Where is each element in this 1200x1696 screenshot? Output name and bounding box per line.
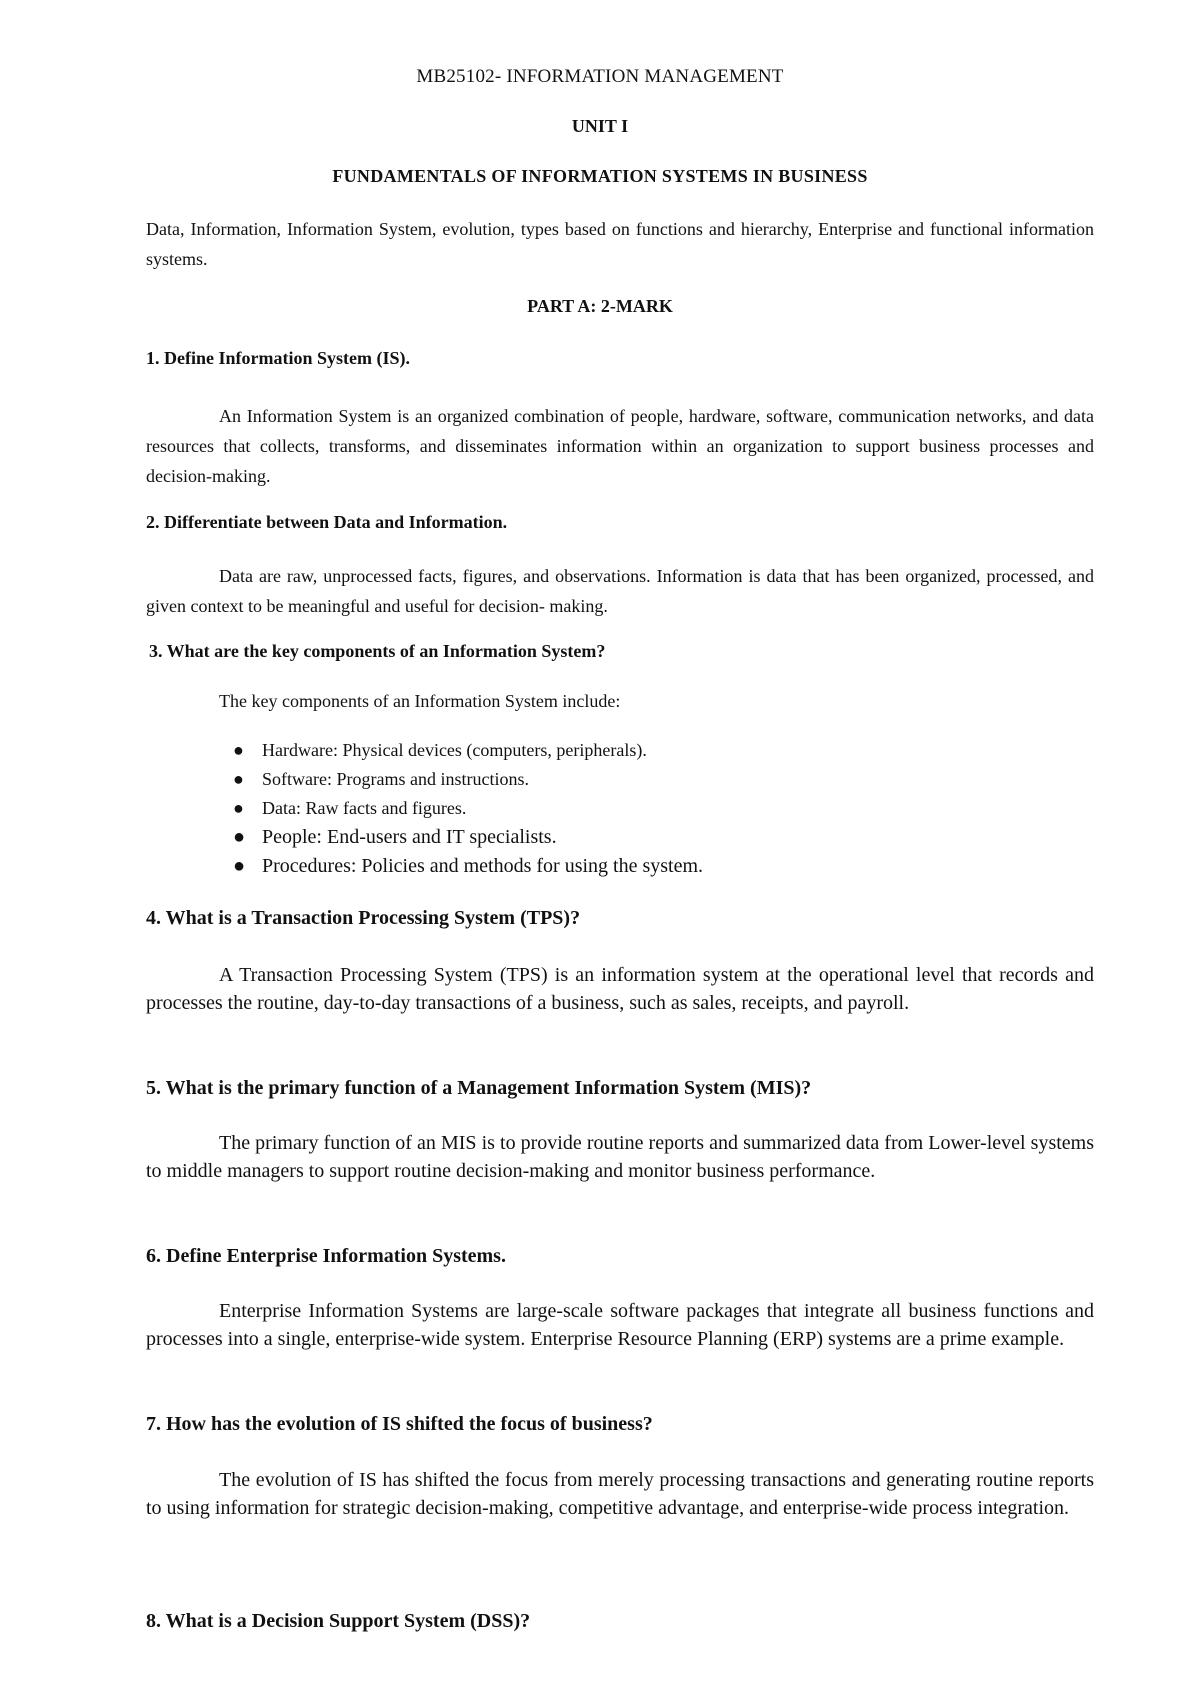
part-heading: PART A: 2-MARK: [527, 296, 673, 316]
question-8: 8. What is a Decision Support System (DSS)?: [146, 1610, 531, 1632]
syllabus-text: Data, Information, Information System, evolution, types based on functions and hierarchy, Enterprise and functional information systems.: [146, 219, 1094, 269]
question-3: 3. What are the key components of an Information System?: [149, 641, 606, 661]
answer-6: Enterprise Information Systems are large-scale software packages that integrate all business functions and processes into a single, enterprise-wide system. Enterprise Resource Planning (ERP) systems are a prime example.: [146, 1300, 1094, 1350]
list-item: ● Procedures: Policies and methods for using the system.: [262, 852, 703, 881]
question-5: 5. What is the primary function of a Management Information System (MIS)?: [146, 1077, 812, 1099]
course-title: MB25102- INFORMATION MANAGEMENT: [416, 66, 784, 87]
components-intro: The key components of an Information System include:: [219, 691, 621, 711]
unit-title: FUNDAMENTALS OF INFORMATION SYSTEMS IN BUSINESS: [332, 166, 868, 186]
components-list: [233, 736, 704, 881]
bullet-icon: ●: [233, 826, 246, 848]
bullet-icon: ●: [233, 769, 244, 789]
list-item: ● People: End-users and IT specialists.: [262, 823, 703, 852]
list-item: ● Data: Raw facts and figures.: [262, 794, 703, 823]
answer-5: The primary function of an MIS is to provide routine reports and summarized data from Lower-level systems to middle managers to support routine decision-making and monitor business performance.: [146, 1132, 1094, 1182]
bullet-icon: ●: [233, 855, 246, 877]
question-7: 7. How has the evolution of IS shifted the focus of business?: [146, 1413, 653, 1435]
question-4: 4. What is a Transaction Processing System (TPS)?: [146, 907, 581, 929]
unit-heading: UNIT I: [571, 116, 629, 136]
question-1: 1. Define Information System (IS).: [146, 348, 410, 368]
question-6: 6. Define Enterprise Information Systems.: [146, 1245, 506, 1267]
list-item: ● Software: Programs and instructions.: [262, 765, 703, 794]
question-2: 2. Differentiate between Data and Information.: [146, 512, 508, 532]
answer-7: The evolution of IS has shifted the focus from merely processing transactions and generating routine reports to using information for strategic decision-making, competitive advantage, and enterprise-wide process integration.: [146, 1469, 1094, 1519]
list-item: ● Hardware: Physical devices (computers, peripherals).: [262, 736, 703, 765]
bullet-icon: ●: [233, 798, 244, 818]
answer-4: A Transaction Processing System (TPS) is an information system at the operational level that records and processes the routine, day-to-day transactions of a business, such as sales, receipts, and payroll.: [146, 964, 1094, 1014]
answer-1: An Information System is an organized combination of people, hardware, software, communication networks, and data resources that collects, transforms, and disseminates information within an organization to support business processes and decision-making.: [146, 406, 1094, 486]
answer-2: Data are raw, unprocessed facts, figures, and observations. Information is data that has been organized, processed, and given context to be meaningful and useful for decision- making.: [146, 566, 1094, 616]
bullet-icon: ●: [233, 740, 244, 760]
